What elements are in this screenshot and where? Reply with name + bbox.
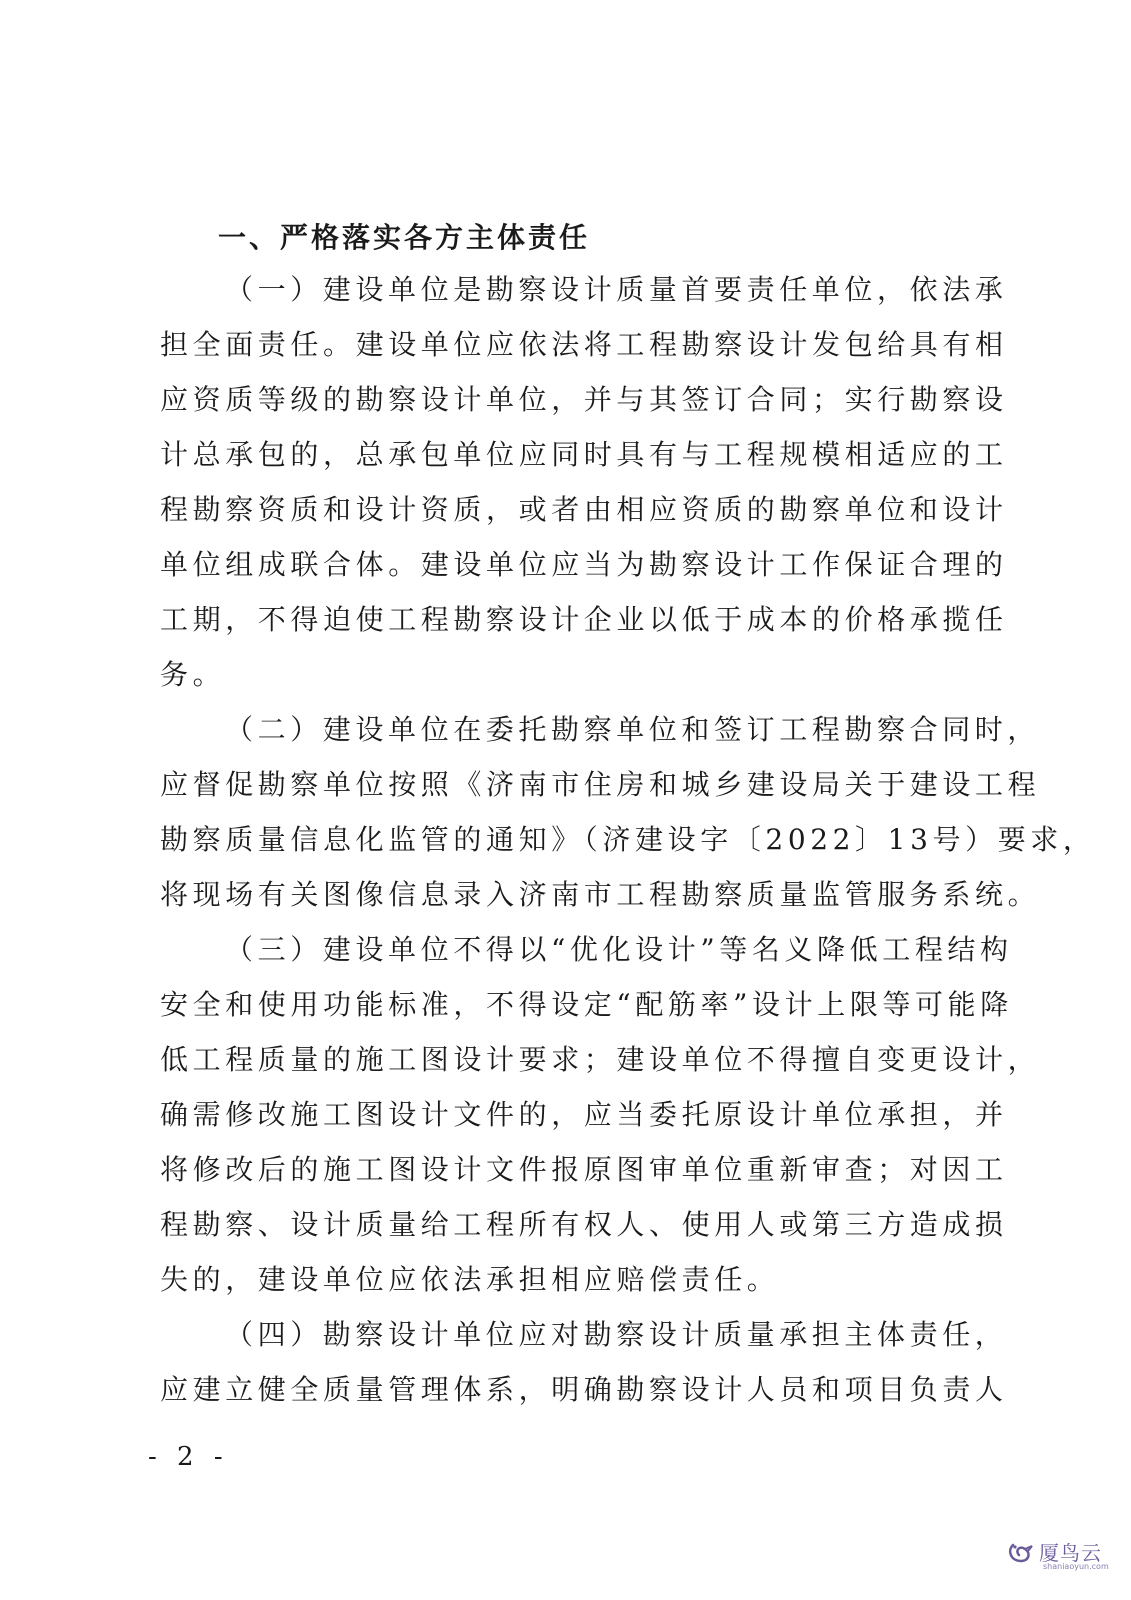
section-heading: 一、严格落实各方主体责任 [218, 221, 591, 254]
page-number: - 2 - [148, 1442, 229, 1472]
paragraph-line: 安全和使用功能标准，不得设定“配筋率”设计上限等可能降 [160, 988, 1013, 1021]
paragraph-line: 应督促勘察单位按照《济南市住房和城乡建设局关于建设工程 [160, 768, 1041, 801]
paragraph-line: 将现场有关图像信息录入济南市工程勘察质量监管服务系统。 [160, 878, 1041, 911]
paragraph-line: 应资质等级的勘察设计单位，并与其签订合同；实行勘察设 [160, 383, 1008, 416]
watermark-url: shaniaoyun.com [1043, 1562, 1109, 1571]
paragraph-line: 低工程质量的施工图设计要求；建设单位不得擅自变更设计， [160, 1043, 1041, 1076]
paragraph-line: 担全面责任。建设单位应依法将工程勘察设计发包给具有相 [160, 328, 1008, 361]
paragraph-line: 勘察质量信息化监管的通知》（济建设字〔2022〕13号）要求， [160, 823, 1096, 856]
paragraph-line: 失的，建设单位应依法承担相应赔偿责任。 [160, 1263, 780, 1296]
watermark-name: 厦鸟云 [1039, 1541, 1102, 1565]
paragraph-line: 将修改后的施工图设计文件报原图审单位重新审查；对因工 [160, 1153, 1008, 1186]
paragraph-line: （三）建设单位不得以“优化设计”等名义降低工程结构 [225, 933, 1013, 966]
paragraph-line: 计总承包的，总承包单位应同时具有与工程规模相适应的工 [160, 438, 1008, 471]
paragraph-line: 程勘察资质和设计资质，或者由相应资质的勘察单位和设计 [160, 493, 1008, 526]
paragraph-line: （四）勘察设计单位应对勘察设计质量承担主体责任， [225, 1318, 1008, 1351]
paragraph-line: （一）建设单位是勘察设计质量首要责任单位，依法承 [225, 273, 1008, 306]
paragraph-line: （二）建设单位在委托勘察单位和签订工程勘察合同时， [225, 713, 1041, 746]
paragraph-line: 程勘察、设计质量给工程所有权人、使用人或第三方造成损 [160, 1208, 1008, 1241]
bird-logo-icon [1005, 1537, 1039, 1571]
paragraph-line: 单位组成联合体。建设单位应当为勘察设计工作保证合理的 [160, 548, 1008, 581]
paragraph-line: 确需修改施工图设计文件的，应当委托原设计单位承担，并 [160, 1098, 1008, 1131]
watermark [1005, 1535, 1115, 1585]
paragraph-line: 务。 [160, 658, 226, 691]
paragraph-line: 应建立健全质量管理体系，明确勘察设计人员和项目负责人 [160, 1373, 1008, 1406]
paragraph-line: 工期，不得迫使工程勘察设计企业以低于成本的价格承揽任 [160, 603, 1008, 636]
